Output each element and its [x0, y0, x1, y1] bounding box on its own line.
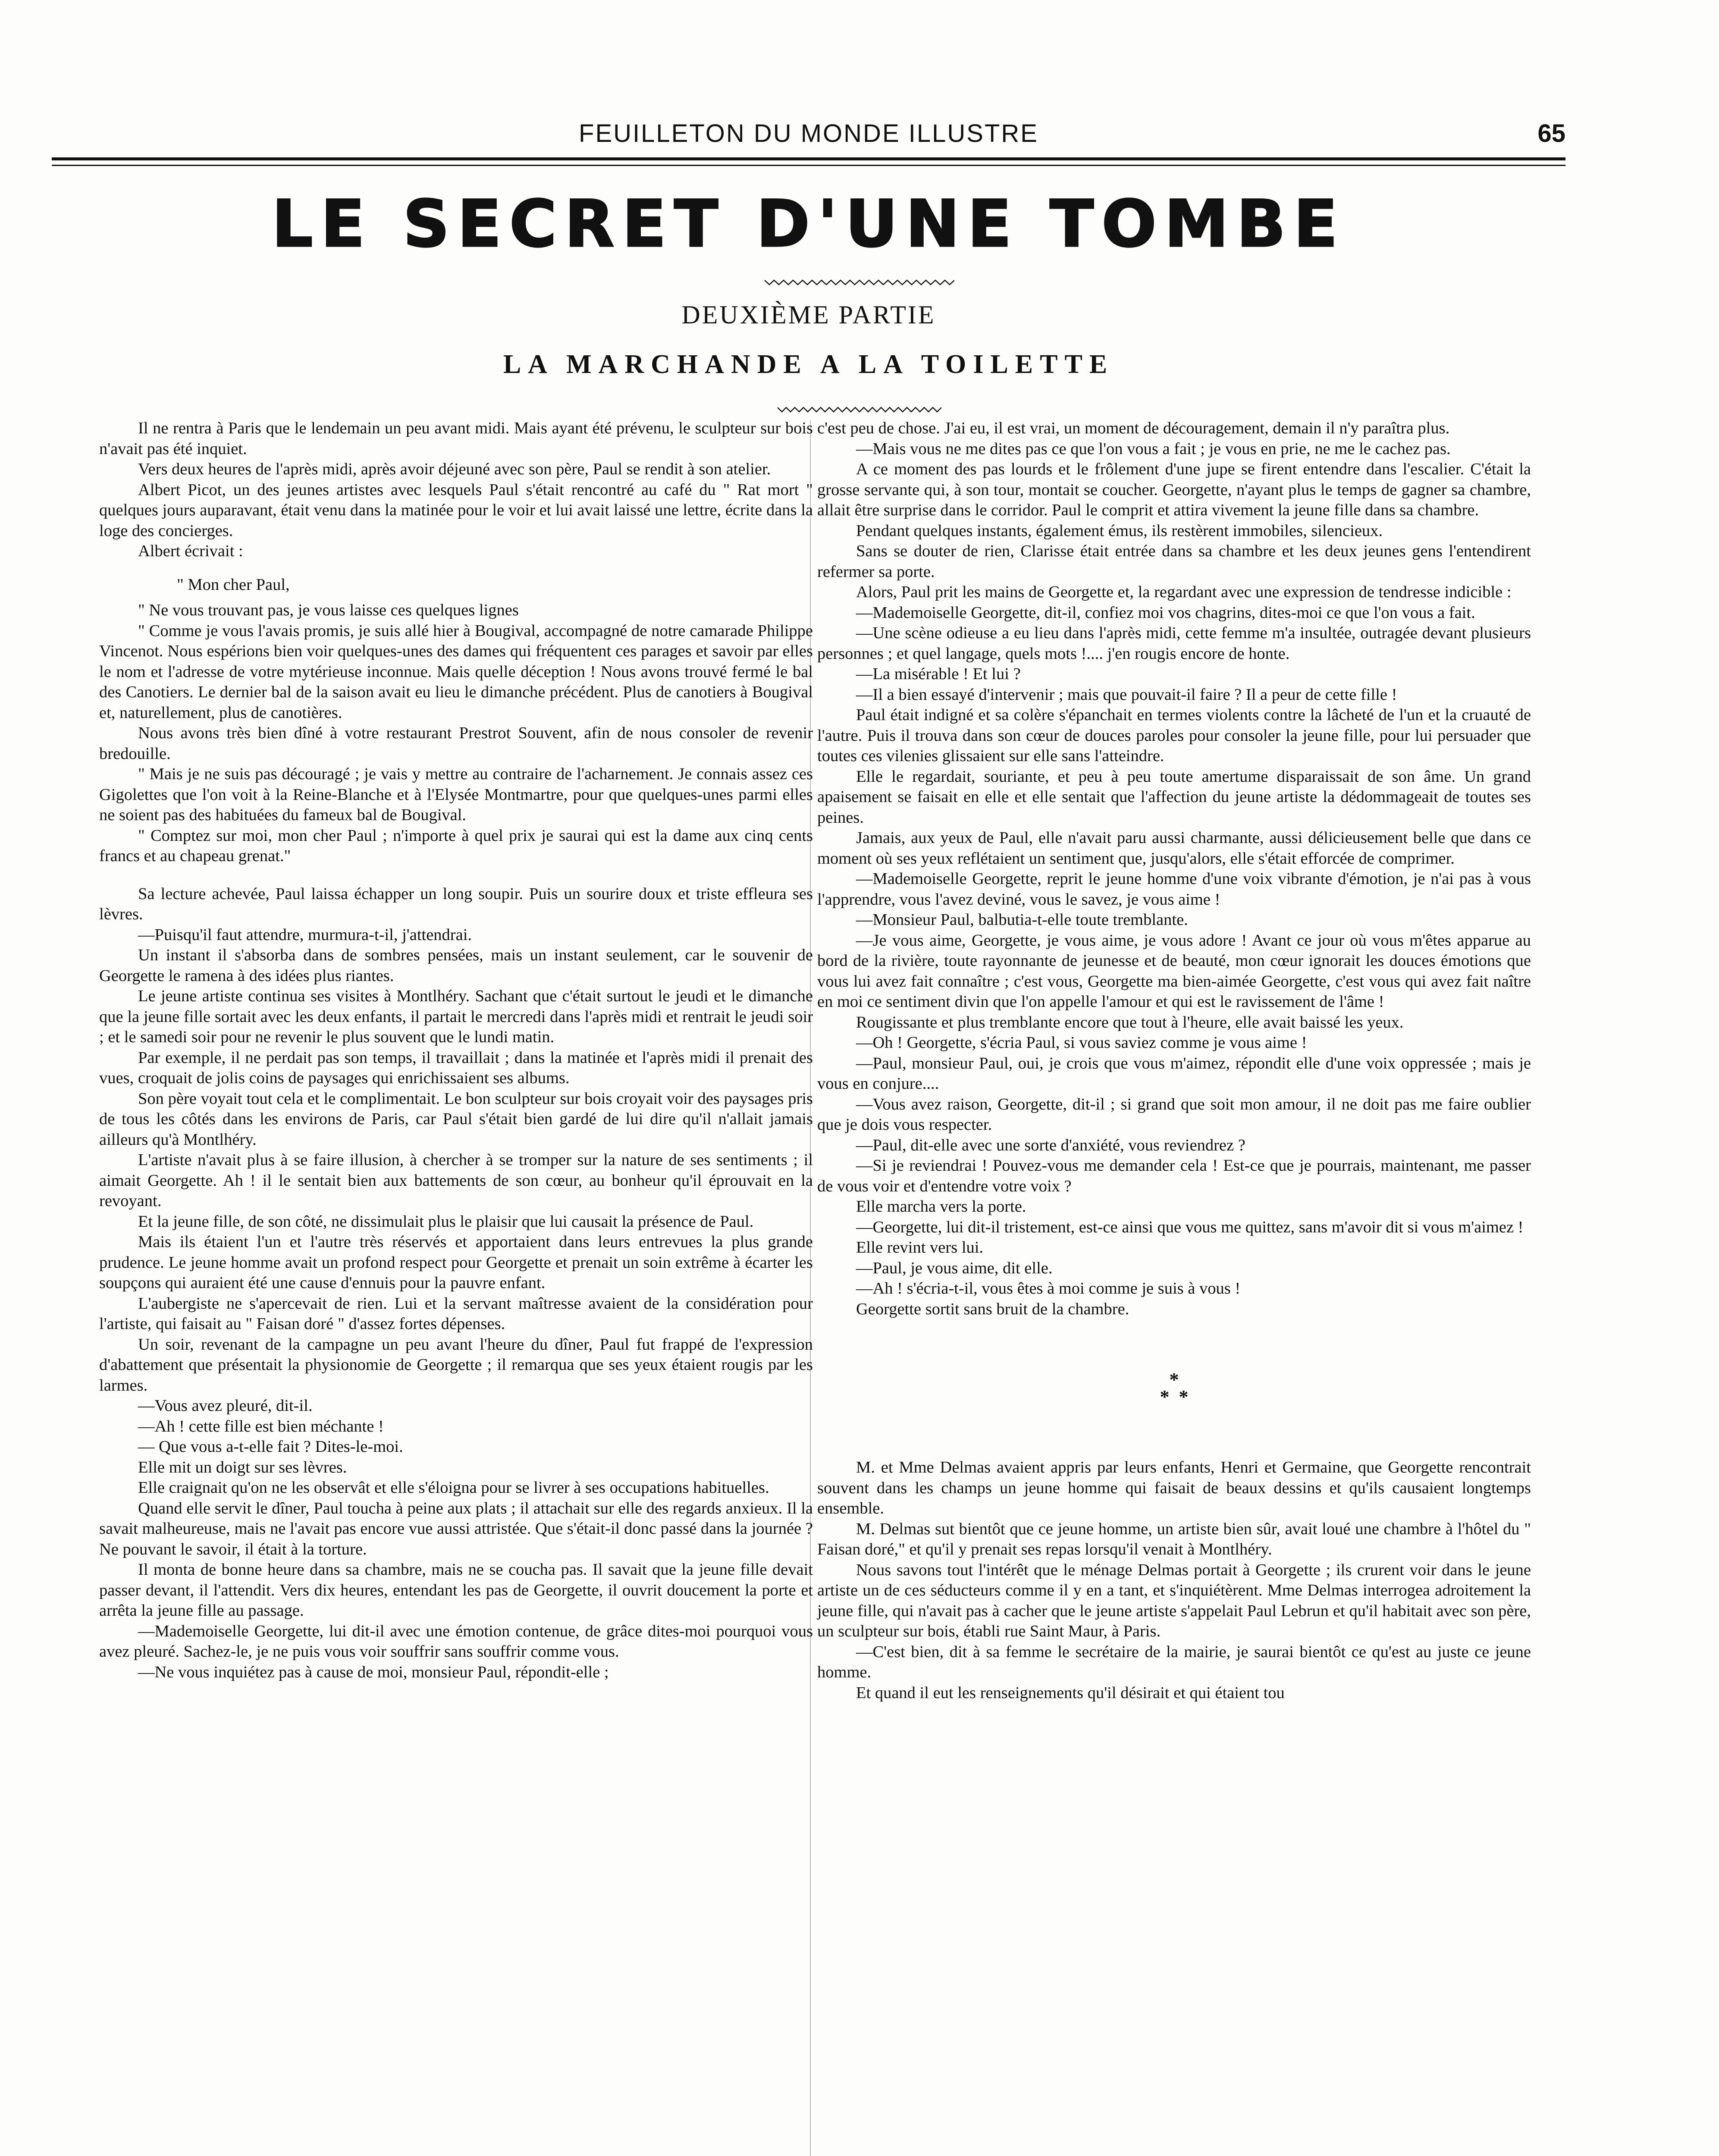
dialog-line: —Georgette, lui dit-il tristement, est-ce ainsi que vous me quittez, sans m'avoir dit si vous m'aimez !: [856, 1218, 1524, 1236]
dialog-line: —Mademoiselle Georgette, dit-il, confiez moi vos chagrins, dites-moi ce que l'on vous a fait.: [856, 603, 1475, 622]
dialog-line: —Une scène odieuse a eu lieu dans l'après midi, cette femme m'a insultée, outragée devant plusieurs personnes ; et quel langage, quels mots !.... j'en rougis encore de honte.: [817, 624, 1531, 663]
paragraph: Le jeune artiste continua ses visites à Montlhéry. Sachant que c'était surtout le jeudi et le dimanche que la jeune fille sortait avec les deux enfants, il partait le mercredi dans l'après midi et rentrait le jeudi soir ; et le samedi soir pour ne revenir le plus souvent que le lundi matin.: [99, 987, 813, 1046]
ornament-divider: [765, 276, 954, 289]
paragraph: " Ne vous trouvant pas, je vous laisse ces quelques lignes: [138, 601, 519, 619]
asterism-star: *: [1160, 1386, 1170, 1407]
paragraph: Rougissante et plus tremblante encore que tout à l'heure, elle avait baissé les yeux.: [856, 1013, 1404, 1031]
section-title: LA MARCHANDE A LA TOILETTE: [503, 350, 1114, 379]
paragraph: Il monta de bonne heure dans sa chambre, mais ne se coucha pas. Il savait que la jeune fille devait passer devant, il l'attendit. Vers dix heures, entendant les pas de Georgette, il ouvrit doucement la porte et arrêta la jeune fille au passage.: [99, 1561, 813, 1620]
dialog-line: —Ne vous inquiétez pas à cause de moi, monsieur Paul, répondit-elle ;: [138, 1663, 609, 1681]
dialog-line: —Vous avez pleuré, dit-il.: [138, 1397, 313, 1415]
paragraph: —Puisqu'il faut attendre, murmura-t-il, j'attendrai.: [138, 925, 472, 944]
paragraph: A ce moment des pas lourds et le frôlement d'une jupe se firent entendre dans l'escalier. C'était la grosse servante qui, à son tour, montait se coucher. Georgette, n'ayant plus le temps de gagner sa chambre, allait être surprise dans le corridor. Paul le comprit et attira vivement la jeune fille dans sa chambre.: [817, 460, 1531, 519]
paragraph: Par exemple, il ne perdait pas son temps, il travaillait ; dans la matinée et l'après midi il prenait des vues, croquait de jolis coins de paysages qui enrichissaient ses albums.: [99, 1048, 813, 1087]
paragraph: Elle mit un doigt sur ses lèvres.: [138, 1458, 347, 1476]
paragraph: L'artiste n'avait plus à se faire illusion, à chercher à se tromper sur la nature de ses sentiments ; il aimait Georgette. Ah ! il le sentait bien aux battements de son cœur, au bonheur qu'il éprouvait en la revoyant.: [99, 1151, 813, 1210]
paragraph: Elle revint vers lui.: [856, 1238, 984, 1257]
dialog-line: — Que vous a-t-elle fait ? Dites-le-moi.: [138, 1438, 403, 1456]
paragraph: c'est peu de chose. J'ai eu, il est vrai, un moment de découragement, demain il n'y paraîtra plus.: [817, 419, 1450, 437]
dialog-line: —Il a bien essayé d'intervenir ; mais que pouvait-il faire ? Il a peur de cette fille !: [856, 685, 1397, 704]
dialog-line: —Oh ! Georgette, s'écria Paul, si vous saviez comme je vous aime !: [856, 1034, 1307, 1052]
paragraph: Sa lecture achevée, Paul laissa échapper un long soupir. Puis un sourire doux et triste effleura ses lèvres.: [99, 884, 813, 923]
dialog-line: —Mais vous ne me dites pas ce que l'on vous a fait ; je vous en prie, ne me le cachez pas.: [856, 439, 1451, 458]
paragraph: Nous savons tout l'intérêt que le ménage Delmas portait à Georgette ; ils crurent voir dans le jeune artiste un de ces séducteurs comme il y en a tant, et s'inquiétèrent. Mme Delmas interrogea adroitement la jeune fille, qui n'avait pas à cacher que le jeune artiste s'appelait Paul Lebrun et qu'il habitait avec son père, un sculpteur sur bois, établi rue Saint Maur, à Paris.: [817, 1561, 1531, 1640]
paragraph: M. et Mme Delmas avaient appris par leurs enfants, Henri et Germaine, que Georgette rencontrait souvent dans les champs un jeune homme qui faisait de beaux dessins et qu'ils causaient longtemps ensemble.: [817, 1458, 1531, 1517]
dialog-line: —La misérable ! Et lui ?: [856, 665, 1021, 683]
paragraph: Nous avons très bien dîné à votre restaurant Prestrot Souvent, afin de nous consoler de revenir bredouille.: [99, 724, 813, 763]
paragraph: Quand elle servit le dîner, Paul toucha à peine aux plats ; il attachait sur elle des regards anxieux. Il la savait malheureuse, mais ne l'avait pas encore vue aussi attristée. Que s'était-il donc passé dans la journée ? Ne pouvant le savoir, il était à la torture.: [99, 1499, 813, 1558]
dialog-line: —Si je reviendrai ! Pouvez-vous me demander cela ! Est-ce que je pourrais, maintenant, me passer de vous voir et d'entendre votre voix ?: [817, 1156, 1531, 1195]
asterism-star: *: [1169, 1369, 1179, 1390]
paragraph: Albert Picot, un des jeunes artistes avec lesquels Paul s'était rencontré au café du " Rat mort " quelques jours auparavant, était venu dans la matinée pour le voir et lui avait laissé une lettre, écrite dans la loge des concierges.: [99, 480, 813, 540]
paragraph: Pendant quelques instants, également émus, ils restèrent immobiles, silencieux.: [856, 521, 1383, 540]
dialog-line: —Monsieur Paul, balbutia-t-elle toute tremblante.: [856, 911, 1188, 929]
asterism-stars: [817, 1388, 1531, 1406]
paragraph: Un instant il s'absorba dans de sombres pensées, mais un instant seulement, car le souvenir de Georgette le ramena à des idées plus riantes.: [99, 946, 813, 985]
paragraph: Un soir, revenant de la campagne un peu avant l'heure du dîner, Paul fut frappé de l'expression d'abattement que présentait la physionomie de Georgette ; il remarqua que ses yeux étaient rougis par les larmes.: [99, 1335, 813, 1395]
letter-salutation: " Mon cher Paul,: [177, 575, 290, 594]
right-column: [817, 418, 1531, 1703]
paragraph: Vers deux heures de l'après midi, après avoir déjeuné avec son père, Paul se rendit à son atelier.: [138, 460, 771, 478]
paragraph: L'aubergiste ne s'apercevait de rien. Lui et la servant maîtresse avaient de la considération pour l'artiste, qui faisait au " Faisan doré " d'assez fortes dépenses.: [99, 1294, 813, 1333]
running-title: FEUILLETON DU MONDE ILLUSTRE: [579, 119, 1038, 147]
paragraph: Alors, Paul prit les mains de Georgette et, la regardant avec une expression de tendresse indicible :: [856, 583, 1512, 601]
paragraph: Jamais, aux yeux de Paul, elle n'avait paru aussi charmante, aussi délicieusement belle que dans ce moment où ses yeux reflétaient un sentiment que, jusqu'alors, elle s'était efforcée de comprimer.: [817, 829, 1531, 868]
asterism-divider: [817, 1371, 1531, 1406]
paragraph: Sans se douter de rien, Clarisse était entrée dans sa chambre et les deux jeunes gens l'entendirent refermer sa porte.: [817, 542, 1531, 581]
ornament-divider: [778, 403, 941, 416]
paragraph: Son père voyait tout cela et le complimentait. Le bon sculpteur sur bois croyait voir des paysages pris de tous les côtés dans les environs de Paris, car Paul s'était bien gardé de lui dire qu'il n'allait jamais ailleurs qu'à Montlhéry.: [99, 1089, 813, 1149]
dialog-line: —Paul, je vous aime, dit elle.: [856, 1259, 1053, 1277]
paragraph: Georgette sortit sans bruit de la chambre.: [856, 1300, 1129, 1318]
dialog-line: —Mademoiselle Georgette, lui dit-il avec une émotion contenue, de grâce dites-moi pourquoi vous avez pleuré. Sachez-le, je ne puis vous voir souffrir sans souffrir comme vous.: [99, 1622, 813, 1661]
asterism-star: *: [1179, 1386, 1189, 1407]
paragraph: Il ne rentra à Paris que le lendemain un peu avant midi. Mais ayant été prévenu, le sculpteur sur bois n'avait pas été inquiet.: [99, 419, 813, 458]
dialog-line: —Ah ! s'écria-t-il, vous êtes à moi comme je suis à vous !: [856, 1279, 1241, 1297]
header-rule-thick: [52, 157, 1565, 160]
dialog-line: —Paul, monsieur Paul, oui, je crois que vous m'aimez, répondit elle d'une voix oppressée ; mais je vous en conjure....: [817, 1054, 1531, 1093]
paragraph: Albert écrivait :: [138, 542, 243, 560]
left-column: [99, 418, 813, 1683]
paragraph: Elle craignait qu'on ne les observât et elle s'éloigna pour se livrer à ses occupations habituelles.: [138, 1479, 769, 1497]
paragraph: Elle marcha vers la porte.: [856, 1197, 1026, 1216]
dialog-line: —Vous avez raison, Georgette, dit-il ; si grand que soit mon amour, il ne doit pas me faire oublier que je dois vous respecter.: [817, 1095, 1531, 1134]
dialog-line: —Paul, dit-elle avec une sorte d'anxiété, vous reviendrez ?: [856, 1136, 1245, 1154]
part-title: DEUXIÈME PARTIE: [681, 301, 936, 329]
dialog-line: —Mademoiselle Georgette, reprit le jeune homme d'une voix vibrante d'émotion, je n'ai pas à vous l'apprendre, vous l'avez deviné, vous le savez, je vous aime !: [817, 870, 1531, 909]
paragraph: Elle le regardait, souriante, et peu à peu toute amertume disparaissait de son âme. Un grand apaisement se faisait en elle et elle sentait que l'affection du jeune artiste la dédommageait de toutes ses peines.: [817, 767, 1531, 827]
header-rule-thin: [52, 165, 1565, 166]
dialog-line: —Je vous aime, Georgette, je vous aime, je vous adore ! Avant ce jour où vous m'êtes apparue au bord de la rivière, toute rayonnante de jeunesse et de beauté, mon cœur ignorait les douces émotions que vous lui avez fait connaître ; c'est vous, Georgette ma bien-aimée Georgette, c'est vous qui avez fait naître en moi ce sentiment divin que l'on appelle l'amour et qui est le ravissement de l'âme !: [817, 931, 1531, 1011]
paragraph: Et quand il eut les renseignements qu'il désirait et qui étaient tou: [856, 1683, 1285, 1702]
paragraph: Paul était indigné et sa colère s'épanchait en termes violents contre la lâcheté de l'un et la cruauté de l'autre. Puis il trouva dans son cœur de douces paroles pour consoler la jeune fille, pour lui persuader que toutes ces vilenies glissaient sur elle sans l'atteindre.: [817, 706, 1531, 765]
running-head: [52, 116, 1565, 155]
paragraph: Mais ils étaient l'un et l'autre très réservés et apportaient dans leurs entrevues la plus grande prudence. Le jeune homme avait un profond respect pour Georgette et prenait un soin extrême à écarter les soupçons qui auraient été une cause d'ennuis pour la pauvre enfant.: [99, 1233, 813, 1292]
paragraph: " Comme je vous l'avais promis, je suis allé hier à Bougival, accompagné de notre camarade Philippe Vincenot. Nous espérions bien voir quelques-unes des dames qui fréquentent ces parages et savoir par elles le nom et l'adresse de votre mytérieuse inconnue. Mais quelle déception ! Nous avons trouvé fermé le bal des Canotiers. Le dernier bal de la saison avait eu lieu le dimanche précédent. Plus de canotiers à Bougival et, naturellement, plus de canotières.: [99, 621, 813, 722]
paragraph: Et la jeune fille, de son côté, ne dissimulait plus le plaisir que lui causait la présence de Paul.: [138, 1212, 754, 1231]
page-number: 65: [1537, 119, 1565, 147]
dialog-line: —Ah ! cette fille est bien méchante !: [138, 1417, 384, 1435]
paragraph: M. Delmas sut bientôt que ce jeune homme, un artiste bien sûr, avait loué une chambre à l'hôtel du " Faisan doré," et qu'il y prenait ses repas lorsqu'il venait à Montlhéry.: [817, 1520, 1531, 1558]
dialog-line: —C'est bien, dit à sa femme le secrétaire de la mairie, je saurai bientôt ce qu'est au juste ce jeune homme.: [817, 1642, 1531, 1681]
paragraph: " Comptez sur moi, mon cher Paul ; n'importe à quel prix je saurai qui est la dame aux cinq cents francs et au chapeau grenat.": [99, 826, 813, 865]
paragraph: " Mais je ne suis pas découragé ; je vais y mettre au contraire de l'acharnement. Je connais assez ces Gigolettes que l'on voit à la Reine-Blanche et à l'Elysée Montmartre, pour que quelques-unes parmi elles ne soient pas des habituées du fameux bal de Bougival.: [99, 765, 813, 824]
story-title: LE SECRET D'UNE TOMBE: [272, 187, 1346, 262]
